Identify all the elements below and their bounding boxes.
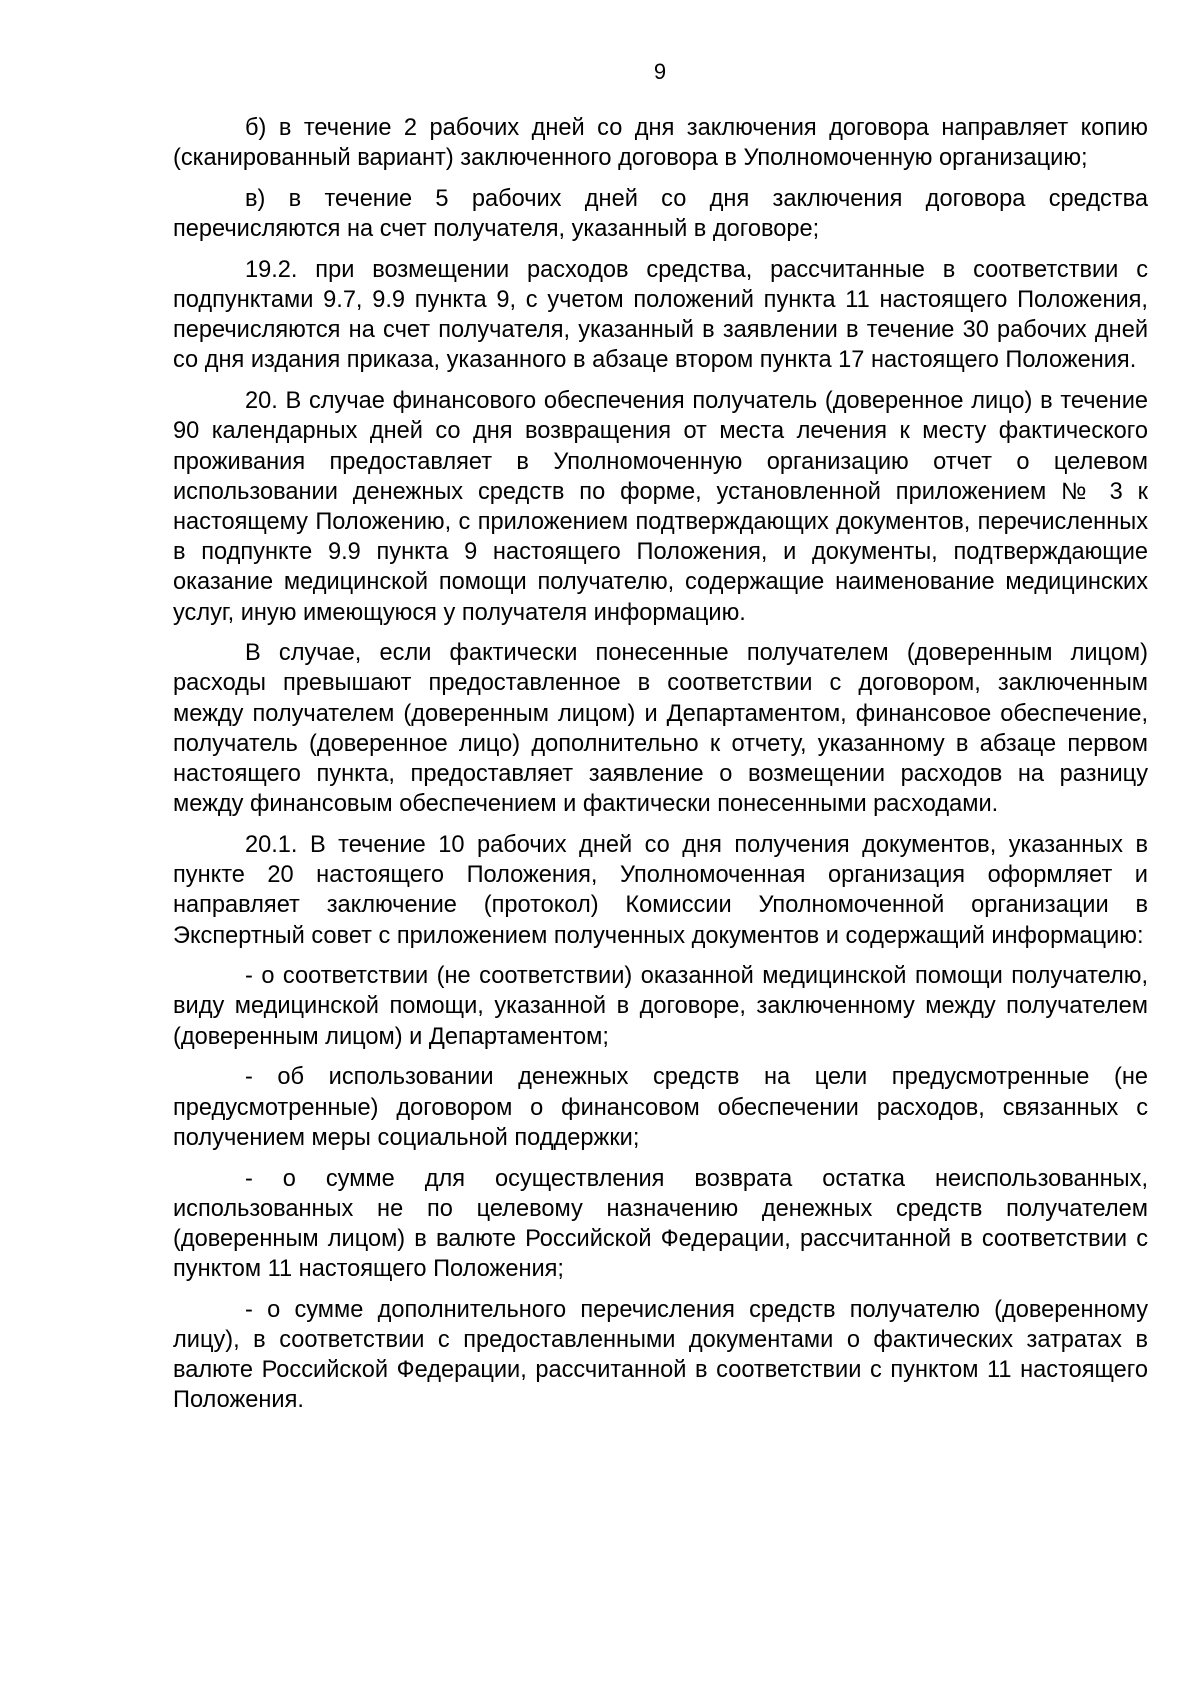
list-item-additional-transfer: - о сумме дополнительного перечисления средств получателю (доверенному лицу), в соответствии с предоставленными документами о фактических затратах в валюте Российской Федерации, рассчитанной в соответствии с пунктом 11 настоящего Положения. [173, 1296, 1148, 1414]
paragraph-20-financial-report: 20. В случае финансового обеспечения получатель (доверенное лицо) в течение 90 календарных дней со дня возвращения от места лечения к месту фактического проживания предоставляет в Уполномоченную организацию отчет о целевом использовании денежных средств по форме, установленной приложением № 3 к настоящему Положению, с приложением подтверждающих документов, перечисленных в подпункте 9.9 пункта 9 настоящего Положения, и документы, подтверждающие оказание медицинской помощи получателю, содержащие наименование медицинских услуг, иную имеющуюся у получателя информацию. [173, 388, 1148, 626]
list-item-use-of-funds: - об использовании денежных средств на цели предусмотренные (не предусмотренные) договором о финансовом обеспечении расходов, связанных с получением меры социальной поддержки; [173, 1064, 1148, 1151]
page-number: 9 [653, 59, 667, 84]
list-item-refund-amount: - о сумме для осуществления возврата остатка неиспользованных, использованных не по целевому назначению денежных средств получателем (доверенным лицом) в валюте Российской Федерации, рассчитанной в соответствии с пунктом 11 настоящего Положения; [173, 1165, 1148, 1283]
paragraph-b-copy-of-contract: б) в течение 2 рабочих дней со дня заключения договора направляет копию (сканированный вариант) заключенного договора в Уполномоченную организацию; [173, 115, 1148, 172]
document-body [173, 113, 1148, 1416]
paragraph-20-1-conclusion: 20.1. В течение 10 рабочих дней со дня получения документов, указанных в пункте 20 настоящего Положения, Уполномоченная организация оформляет и направляет заключение (протокол) Комиссии Уполномоченной организации в Экспертный совет с приложением полученных документов и содержащий информацию: [173, 831, 1148, 949]
paragraph-v-funds-transfer: в) в течение 5 рабочих дней со дня заключения договора средства перечисляются на счет получателя, указанный в договоре; [173, 185, 1148, 243]
paragraph-20-excess-expenses: В случае, если фактически понесенные получателем (доверенным лицом) расходы превышают предоставленное в соответствии с договором, заключенным между получателем (доверенным лицом) и Департаментом, финансовое обеспечение, получатель (доверенное лицо) дополнительно к отчету, указанному в абзаце первом настоящего пункта, предоставляет заявление о возмещении расходов на разницу между финансовым обеспечением и фактически понесенными расходами. [173, 640, 1148, 818]
paragraph-19-2-reimbursement: 19.2. при возмещении расходов средства, рассчитанные в соответствии с подпунктами 9.7, 9.9 пункта 9, с учетом положений пункта 11 настоящего Положения, перечисляются на счет получателя, указанный в заявлении в течение 30 рабочих дней со дня издания приказа, указанного в абзаце втором пункта 17 настоящего Положения. [173, 256, 1148, 374]
list-item-compliance: - о соответствии (не соответствии) оказанной медицинской помощи получателю, виду медицинской помощи, указанной в договоре, заключенному между получателем (доверенным лицом) и Департаментом; [173, 963, 1148, 1050]
